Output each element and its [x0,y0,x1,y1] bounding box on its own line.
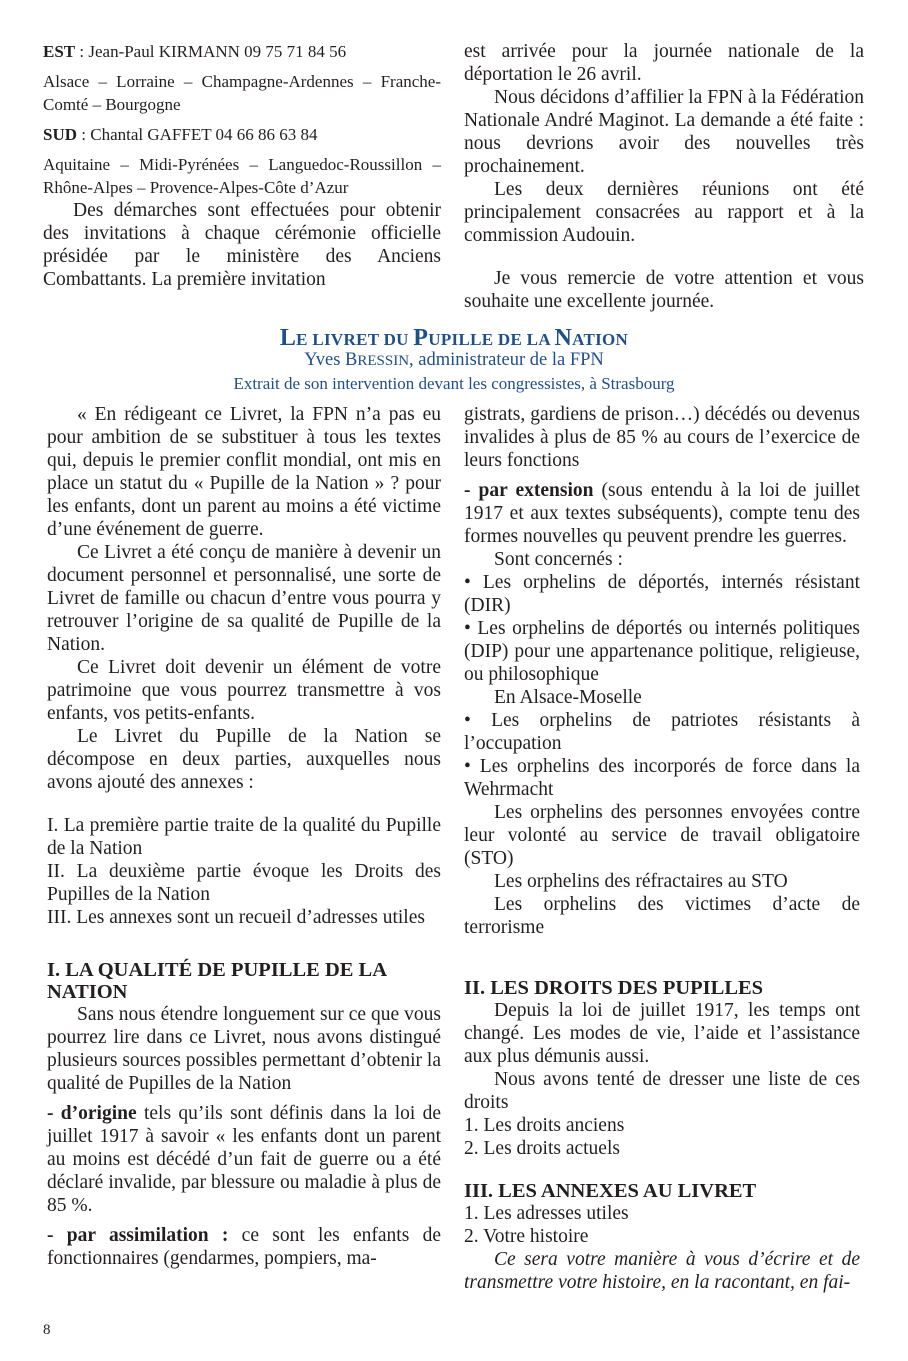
author-first-name: Yves [304,350,346,370]
article-left-column [47,403,441,1270]
origine-text: tels qu’ils sont définis dans la loi de juillet 1917 à savoir « les enfants dont un parent au moins est décédé d’un fait de guerre ou a été déclaré invalide, par blessure ou maladie à plus de 85 %. [47,1103,441,1216]
sud-regions: Aquitaine – Midi-Pyrénées – Languedoc-Roussillon – Rhône-Alpes – Provence-Alpes-Côte d’Azur [43,155,441,197]
article-context: Extrait de son intervention devant les congressistes, à Strasbourg [233,374,675,393]
origine-paragraph [47,1102,441,1217]
top-right-paragraph-4: Je vous remercie de votre attention et vous souhaite une excellente journée. [464,268,864,312]
title-initial-l: L [279,325,297,351]
top-right-paragraph-3: Les deux dernières réunions ont été principalement consacrées au rapport et à la commission Audouin. [464,179,864,246]
top-right-paragraph-1: est arrivée pour la journée nationale de la déportation le 26 avril. [464,41,864,85]
right-paragraph-5: Les orphelins des réfractaires au STO [494,871,788,892]
title-initial-n: N [554,325,573,351]
title-initial-p: P [413,325,429,351]
est-regions: Alsace – Lorraine – Champagne-Ardennes – Franche-Comté – Bourgogne [43,72,441,114]
right-paragraph-6: Les orphelins des victimes d’acte de terrorisme [464,894,860,938]
bullet-item-3: • Les orphelins de patriotes résistants à l’occupation [464,710,860,754]
est-line [43,40,441,63]
est-label: EST [43,42,76,61]
right-paragraph-3: En Alsace-Moselle [494,687,642,708]
author-role: , administrateur de la FPN [409,350,604,370]
assimilation-label: - par assimilation : [47,1225,229,1246]
left-list-item-3: III. Les annexes sont un recueil d’adresses utiles [47,907,425,928]
title-part-3: ATION [572,330,629,349]
sud-line [43,123,441,146]
sud-contact: : Chantal GAFFET 04 66 86 63 84 [77,125,318,144]
section-heading-3: III. LES ANNEXES AU LIVRET [464,1180,757,1202]
left-paragraph-4: Le Livret du Pupille de la Nation se décompose en deux parties, auxquelles nous avons ajouté des annexes : [47,726,441,793]
title-part-1: E LIVRET DU [296,330,414,349]
right-paragraph-4: Les orphelins des personnes envoyées contre leur volonté au service de travail obligatoire (STO) [464,802,860,869]
left-list-item-1: I. La première partie traite de la qualité du Pupille de la Nation [47,815,441,859]
rights-list-item-1: 1. Les droits anciens [464,1115,625,1136]
sud-label: SUD [43,125,78,144]
assimilation-paragraph [47,1224,441,1270]
article-author [0,350,908,371]
title-part-2: UPILLE DE LA [428,330,555,349]
page-number: 8 [43,1322,51,1338]
right-paragraph-8: Nous avons tenté de dresser une liste de ces droits [464,1069,860,1113]
top-left-paragraph: Des démarches sont effectuées pour obtenir des invitations à chaque cérémonie officielle présidée par le ministère des Anciens Combattants. La première invitation [43,200,441,290]
author-last-name: RESSIN [357,353,410,369]
annex-list-item-1: 1. Les adresses utiles [464,1203,629,1224]
bullet-item-2: • Les orphelins de déportés ou internés politiques (DIP) pour une appartenance politique, religieuse, ou philosophique [464,618,860,685]
assimilation-text: ce sont les enfants de fonctionnaires (gendarmes, pompiers, ma- [47,1225,441,1269]
left-list-item-2: II. La deuxième partie évoque les Droits des Pupilles de la Nation [47,861,441,905]
right-paragraph-1: gistrats, gardiens de prison…) décédés ou devenus invalides à plus de 85 % au cours de l’exercice de leurs fonctions [464,404,860,471]
section-heading-1: I. LA QUALITÉ DE PUPILLE DE LA NATION [47,959,386,1003]
right-paragraph-2: Sont concernés : [494,549,623,570]
est-contact: : Jean-Paul KIRMANN 09 75 71 84 56 [75,42,347,61]
left-paragraph-5: Sans nous étendre longuement sur ce que vous pourrez lire dans ce Livret, nous avons distingué plusieurs sources possibles permettant d’obtenir la qualité de Pupilles de la Nation [47,1004,441,1094]
article-title [0,325,908,352]
article-right-column [464,403,860,1294]
right-paragraph-7: Depuis la loi de juillet 1917, les temps ont changé. Les modes de vie, l’aide et l’assistance aux plus démunis aussi. [464,1000,860,1067]
rights-list-item-2: 2. Les droits actuels [464,1138,620,1159]
left-paragraph-2: Ce Livret a été conçu de manière à devenir un document personnel et personnalisé, une sorte de Livret de famille ou chacun d’entre vous pourra y retrouver l’origine de sa qualité de Pupille de la Nation. [47,542,441,655]
left-paragraph-3: Ce Livret doit devenir un élément de votre patrimoine que vous pourrez transmettre à vos enfants, vos petits-enfants. [47,657,441,724]
right-paragraph-9: Ce sera votre manière à vous d’écrire et de transmettre votre histoire, en la racontant, en fai- [464,1249,860,1293]
top-right-paragraph-2: Nous décidons d’affilier la FPN à la Fédération Nationale André Maginot. La demande a été faite : nous devrions avoir des nouvelles très prochainement. [464,87,864,177]
extension-text: (sous entendu à la loi de juillet 1917 et aux textes subséquents), compte tenu des formes nouvelles qu peuvent prendre les guerres. [464,480,860,547]
author-initial: B [345,350,358,370]
annex-list-item-2: 2. Votre histoire [464,1226,589,1247]
section-heading-2: II. LES DROITS DES PUPILLES [464,977,764,999]
bullet-item-1: • Les orphelins de déportés, internés résistant (DIR) [464,572,860,616]
extension-paragraph [464,479,860,548]
origine-label: - d’origine [47,1103,137,1124]
top-left-column [43,40,441,291]
top-right-column [464,40,864,313]
extension-label: - par extension [464,480,594,501]
bullet-item-4: • Les orphelins des incorporés de force dans la Wehrmacht [464,756,860,800]
left-paragraph-1: « En rédigeant ce Livret, la FPN n’a pas eu pour ambition de se substituer à tous les textes qui, depuis le premier conflit mondial, ont mis en place un statut du « Pupille de la Nation » ? pour les enfants, dont un parent au moins a été victime d’une événement de guerre. [47,404,441,540]
